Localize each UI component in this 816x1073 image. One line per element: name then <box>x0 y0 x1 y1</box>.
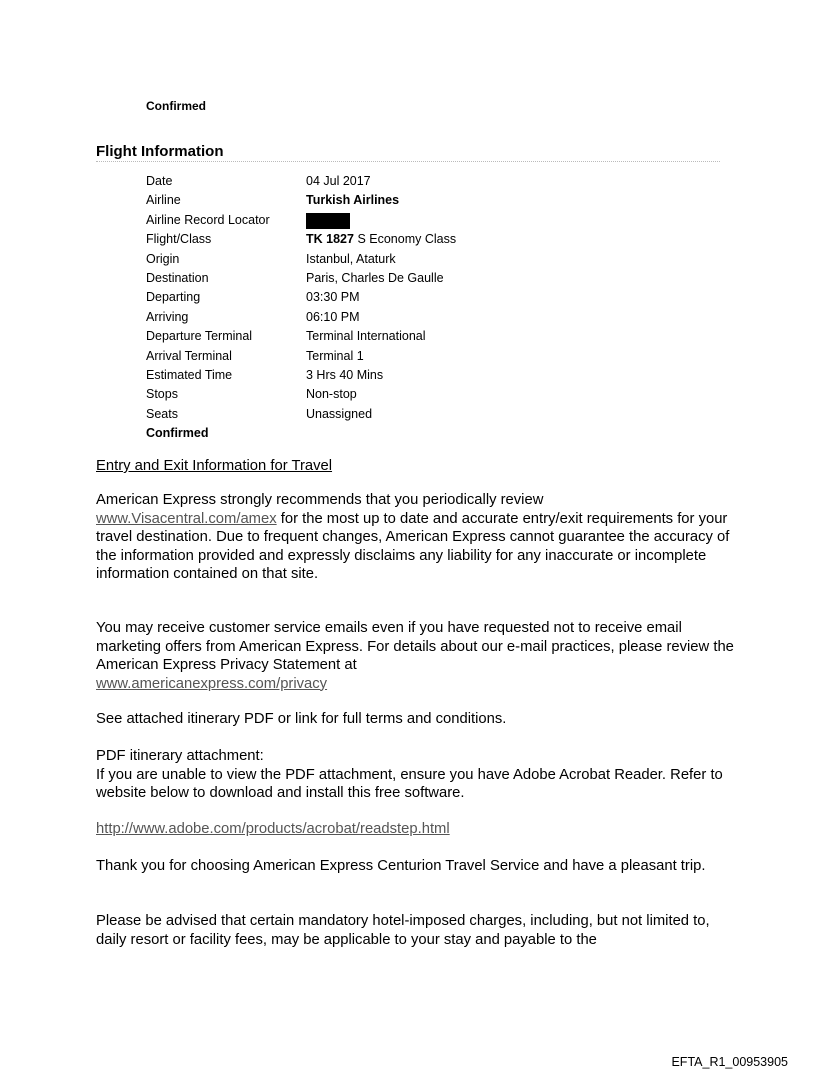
detail-label: Arriving <box>146 309 189 324</box>
detail-value: Unassigned <box>306 406 373 421</box>
detail-label: Stops <box>146 387 178 402</box>
pdf-paragraph <box>96 747 736 803</box>
document-id: EFTA_R1_00953905 <box>671 1055 788 1069</box>
detail-label: Flight/Class <box>146 232 212 247</box>
adobe-link-line <box>96 820 736 839</box>
entry-exit-text-end: for the most up to date and accurate entry/exit requirements for your travel destination. Due to frequent changes, American Express cannot guarantee the accuracy of the information provided and expressly disclaims any liability for any inaccurate or incomplete information contained on that site. <box>96 510 730 582</box>
detail-label: Seats <box>146 406 178 421</box>
detail-value: Paris, Charles De Gaulle <box>306 270 444 285</box>
detail-value: 3 Hrs 40 Mins <box>306 367 384 382</box>
privacy-text: You may receive customer service emails even if you have requested not to receive email marketing offers from American Express. For details about our e-mail practices, please review the American Express Privacy Statement at <box>96 620 734 673</box>
detail-value <box>306 230 456 249</box>
visacentral-link[interactable]: www.Visacentral.com/amex <box>96 510 277 527</box>
flight-status-label: Confirmed <box>146 426 209 441</box>
detail-value: 06:10 PM <box>306 309 360 324</box>
detail-value: Non-stop <box>306 387 357 402</box>
detail-value: 04 Jul 2017 <box>306 174 371 188</box>
detail-label: Estimated Time <box>146 367 233 382</box>
booking-status: Confirmed <box>146 99 206 113</box>
detail-value: Terminal 1 <box>306 348 364 363</box>
detail-value: Turkish Airlines <box>306 193 400 208</box>
section-title-flight-information: Flight Information <box>96 143 720 162</box>
privacy-paragraph <box>96 619 736 693</box>
detail-label: Date <box>146 174 173 188</box>
detail-value: Terminal International <box>306 329 426 344</box>
entry-exit-paragraph <box>96 491 736 584</box>
thanks-paragraph: Thank you for choosing American Express Centurion Travel Service and have a pleasant trip. <box>96 858 706 874</box>
fare-class: S Economy Class <box>357 232 457 247</box>
detail-label: Airline Record Locator <box>146 212 270 227</box>
pdf-text: If you are unable to view the PDF attachment, ensure you have Adobe Acrobat Reader. Refer to website below to download and install this free software. <box>96 766 723 801</box>
detail-value: 03:30 PM <box>306 290 360 305</box>
flight-number: TK 1827 <box>306 232 354 247</box>
detail-label: Airline <box>146 193 181 208</box>
detail-label: Departure Terminal <box>146 329 253 344</box>
redaction-block <box>306 211 350 230</box>
detail-label: Arrival Terminal <box>146 348 232 363</box>
entry-exit-text-start: American Express strongly recommends that you periodically review <box>96 492 544 508</box>
adobe-link[interactable]: http://www.adobe.com/products/acrobat/readstep.html <box>96 821 450 837</box>
detail-label: Origin <box>146 251 180 266</box>
privacy-link[interactable]: www.americanexpress.com/privacy <box>96 675 328 692</box>
pdf-heading: PDF itinerary attachment: <box>96 748 264 764</box>
detail-label: Destination <box>146 270 209 285</box>
hotel-note-paragraph: Please be advised that certain mandatory hotel-imposed charges, including, but not limited to, daily resort or facility fees, may be applicable to your stay and payable to the <box>96 913 710 948</box>
entry-exit-heading <box>96 457 736 476</box>
detail-value: Istanbul, Ataturk <box>306 251 396 266</box>
entry-exit-heading-text: Entry and Exit Information for Travel <box>96 458 333 474</box>
detail-label: Departing <box>146 290 201 305</box>
attached-note: See attached itinerary PDF or link for full terms and conditions. <box>96 711 507 727</box>
